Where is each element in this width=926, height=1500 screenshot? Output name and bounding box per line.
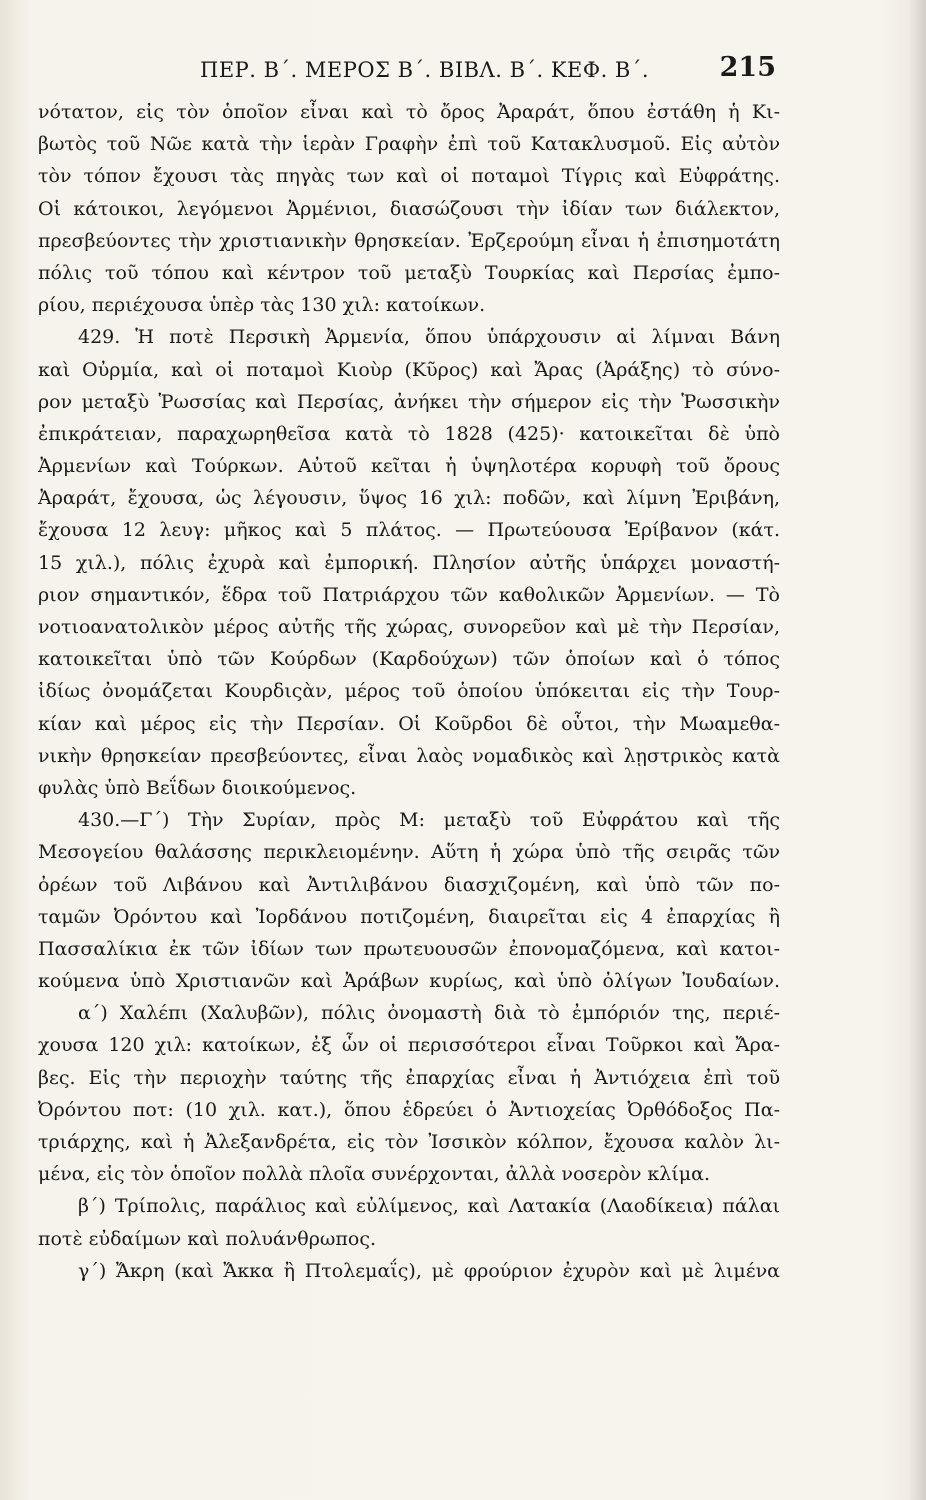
- text-line: ρίου, περιέχουσα ὑπὲρ τὰς 130 χιλ: κατοίκων.: [38, 294, 486, 317]
- text-line: Οἱ κάτοικοι, λεγόμενοι Ἀρμένιοι, διασώζουσι τὴν ἰδίαν των διάλεκτον,: [38, 197, 780, 220]
- text-line: ρον μεταξὺ Ῥωσσίας καὶ Περσίας, ἀνήκει τὴν σήμερον εἰς τὴν Ῥωσσικὴν: [38, 390, 780, 413]
- text-line: ὀρέων τοῦ Λιβάνου καὶ Ἀντιλιβάνου διασχιζομένη, καὶ ὑπὸ τῶν πο-: [38, 873, 780, 896]
- text-line: ταμῶν Ὀρόντου καὶ Ἰορδάνου ποτιζομένη, διαιρεῖται εἰς 4 ἐπαρχίας ἢ: [38, 905, 780, 928]
- text-line: ποτὲ εὐδαίμων καὶ πολυάνθρωπος.: [38, 1227, 377, 1250]
- text-line: ἐπικράτειαν, παραχωρηθεῖσα κατὰ τὸ 1828 (425)· κατοικεῖται δὲ ὑπὸ: [38, 422, 780, 445]
- text-line: Ὀρόντου ποτ: (10 χιλ. κατ.), ὅπου ἑδρεύει ὁ Ἀντιοχείας Ὀρθόδοξος Πα-: [38, 1098, 780, 1121]
- paragraph-start-line: 430.—Γ΄) Τὴν Συρίαν, πρὸς Μ: μεταξὺ τοῦ Εὐφράτου καὶ τῆς: [78, 809, 780, 832]
- text-line: νικὴν θρησκείαν πρεσβεύοντες, εἶναι λαὸς νομαδικὸς καὶ λῃστρικὸς κατὰ: [38, 744, 780, 767]
- text-line: Ἀραράτ, ἔχουσα, ὡς λέγουσιν, ὕψος 16 χιλ: ποδῶν, καὶ λίμνη Ἐριβάνη,: [38, 487, 780, 510]
- paragraph-start-line: 429. Ἡ ποτὲ Περσικὴ Ἀρμενία, ὅπου ὑπάρχουσιν αἱ λίμναι Βάνη: [78, 326, 780, 349]
- page-header: [200, 52, 776, 92]
- running-head: ΠΕΡ. Β΄. ΜΕΡΟΣ Β΄. ΒΙΒΛ. Β΄. ΚΕΦ. Β΄.: [200, 58, 650, 82]
- text-line: νότατον, εἰς τὸν ὁποῖον εἶναι καὶ τὸ ὄρος Ἀραράτ, ὅπου ἐστάθη ἡ Κι-: [38, 101, 780, 123]
- text-line: φυλὰς ὑπὸ Βεΐδων διοικούμενος.: [38, 776, 357, 799]
- text-line: μένα, εἰς τὸν ὁποῖον πολλὰ πλοῖα συνέρχονται, ἀλλὰ νοσερὸν κλίμα.: [38, 1163, 711, 1186]
- paragraph-start-line: γ΄) Ἄκρη (καὶ Ἄκκα ἢ Πτολεμαΐς), μὲ φρούριον ἐχυρὸν καὶ μὲ λιμένα: [78, 1259, 780, 1282]
- text-line: βες. Εἰς τὴν περιοχὴν ταύτης τῆς ἐπαρχίας εἶναι ἡ Ἀντιόχεια ἐπὶ τοῦ: [38, 1066, 780, 1089]
- text-line: κατοικεῖται ὑπὸ τῶν Κούρδων (Καρδούχων) τῶν ὁποίων καὶ ὁ τόπος: [38, 648, 780, 671]
- text-line: χουσα 120 χιλ: κατοίκων, ἐξ ὧν οἱ περισσότεροι εἶναι Τοῦρκοι καὶ Ἄρα-: [38, 1034, 780, 1057]
- text-line: ἰδίως ὀνομάζεται Κουρδιςὰν, μέρος τοῦ ὁποίου ὑπόκειται εἰς τὴν Τουρ-: [38, 680, 780, 703]
- text-line: Πασσαλίκια ἐκ τῶν ἰδίων των πρωτευουσῶν ἐπονομαζόμενα, καὶ κατοι-: [38, 937, 780, 960]
- text-line: τριάρχης, καὶ ἡ Ἀλεξανδρέτα, εἰς τὸν Ἰσσικὸν κόλπον, ἔχουσα καλὸν λι-: [38, 1131, 780, 1153]
- text-line: καὶ Οὐρμία, καὶ οἱ ποταμοὶ Κιοὺρ (Κῦρος) καὶ Ἄρας (Ἀράξης) τὸ σύνο-: [38, 358, 780, 381]
- text-line: βωτὸς τοῦ Νῶε κατὰ τὴν ἱερὰν Γραφὴν ἐπὶ τοῦ Κατακλυσμοῦ. Εἰς αὐτὸν: [38, 133, 780, 156]
- paragraph-start-line: β΄) Τρίπολις, παράλιος καὶ εὐλίμενος, καὶ Λατακία (Λαοδίκεια) πάλαι: [78, 1195, 780, 1218]
- text-line: νοτιοανατολικὸν μέρος αὐτῆς τῆς χώρας, συνορεῦον καὶ μὲ τὴν Περσίαν,: [38, 616, 780, 638]
- paragraph-start-line: α΄) Χαλέπι (Χαλυβῶν), πόλις ὀνομαστὴ διὰ τὸ ἐμπόριόν της, περιέ-: [78, 1002, 780, 1025]
- text-line: ριον σημαντικόν, ἕδρα τοῦ Πατριάρχου τῶν καθολικῶν Ἀρμενίων. — Τὸ: [38, 583, 780, 606]
- text-line: κίαν καὶ μέρος εἰς τὴν Περσίαν. Οἱ Κοῦρδοι δὲ οὗτοι, τὴν Μωαμεθα-: [38, 712, 780, 735]
- text-line: ἔχουσα 12 λευγ: μῆκος καὶ 5 πλάτος. — Πρωτεύουσα Ἐρίβανον (κάτ.: [38, 519, 780, 542]
- text-line: πόλις τοῦ τόπου καὶ κέντρον τοῦ μεταξὺ Τουρκίας καὶ Περσίας ἐμπο-: [38, 261, 780, 284]
- text-line: πρεσβεύοντες τὴν χριστιανικὴν θρησκείαν. Ἐρζερούμη εἶναι ἡ ἐπισημοτάτη: [38, 229, 780, 252]
- body-text: [38, 96, 780, 1287]
- page-number: 215: [719, 52, 776, 83]
- text-line: Μεσογείου θαλάσσης περικλειομένην. Αὕτη ἡ χώρα ὑπὸ τῆς σειρᾶς τῶν: [38, 841, 780, 864]
- page-edge-shadow: [908, 0, 926, 1500]
- text-line: 15 χιλ.), πόλις ἐχυρὰ καὶ ἐμπορική. Πλησίον αὐτῆς ὑπάρχει μοναστή-: [38, 551, 780, 574]
- text-line: τὸν τόπον ἔχουσι τὰς πηγὰς των καὶ οἱ ποταμοὶ Τίγρις καὶ Εὐφράτης.: [38, 165, 780, 188]
- text-line: Ἀρμενίων καὶ Τούρκων. Αὐτοῦ κεῖται ἡ ὑψηλοτέρα κορυφὴ τοῦ ὄρους: [38, 455, 780, 478]
- text-line: κούμενα ὑπὸ Χριστιανῶν καὶ Ἀράβων κυρίως, καὶ ὑπὸ ὀλίγων Ἰουδαίων.: [38, 970, 780, 993]
